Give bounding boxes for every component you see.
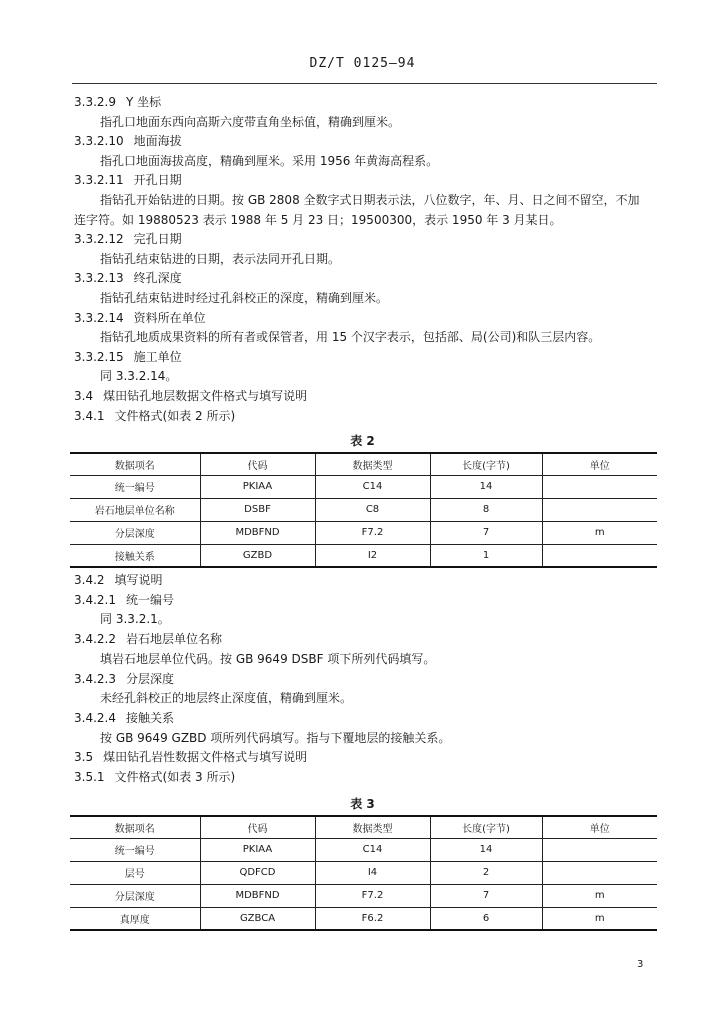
section-heading	[74, 389, 307, 403]
table-cell: F7.2	[315, 884, 430, 907]
paragraph-text: 未经孔斜校正的地层终止深度值，精确到厘米。	[100, 691, 353, 706]
section-title: 文件格式(如表 2 所示)	[114, 408, 236, 423]
section-heading	[74, 672, 174, 686]
section-number: 3.3.2.12	[74, 232, 124, 247]
section-heading	[74, 750, 307, 764]
table-3-caption: 表 3	[350, 797, 375, 811]
table-cell: QDFCD	[200, 861, 315, 884]
table-row	[70, 861, 657, 884]
paragraph-continuation: 连字符。如 19880523 表示 1988 年 5 月 23 日；19500300，表示 1950 年 3 月某日。	[74, 212, 562, 227]
section-title: 统一编号	[125, 592, 174, 607]
table-cell: DSBF	[200, 498, 315, 521]
section-number: 3.5.1	[74, 770, 105, 784]
section-title: 资料所在单位	[133, 310, 206, 325]
table-cell: GZBD	[200, 544, 315, 567]
table-cell: F6.2	[315, 907, 430, 930]
table-row	[70, 544, 657, 567]
table-cell	[542, 544, 657, 567]
table-row	[70, 521, 657, 544]
section-heading	[74, 770, 235, 784]
table-2	[70, 452, 657, 568]
header-rule	[72, 83, 657, 84]
table-cell: F7.2	[315, 521, 430, 544]
section-heading	[74, 409, 235, 423]
page-number: 3	[637, 959, 644, 970]
paragraph-text: 填岩石地层单位代码。按 GB 9649 DSBF 项下所列代码填写。	[100, 651, 436, 666]
paragraph-text: 指钻孔地质成果资料的所有者或保管者，用 15 个汉字表示，包括部、局(公司)和队三层内容。	[100, 330, 601, 345]
table-2-header-cell: 数据类型	[315, 453, 430, 475]
table-3-header-cell: 数据项名	[70, 816, 200, 838]
section-title: 完孔日期	[133, 232, 182, 247]
section-heading	[74, 95, 161, 109]
section-heading	[74, 593, 174, 607]
section-number: 3.4.2.4	[74, 710, 116, 725]
table-cell: MDBFND	[200, 521, 315, 544]
table-cell: 分层深度	[70, 884, 200, 907]
table-cell: 统一编号	[70, 475, 200, 498]
section-heading	[74, 134, 182, 148]
section-number: 3.3.2.11	[74, 173, 124, 188]
table-row	[70, 498, 657, 521]
table-row	[70, 907, 657, 930]
table-cell: m	[542, 521, 657, 544]
table-cell: C14	[315, 838, 430, 861]
section-number: 3.3.2.10	[74, 134, 124, 149]
section-number: 3.4.2.3	[74, 671, 116, 686]
table-2-header-cell: 单位	[542, 453, 657, 475]
section-heading	[74, 632, 222, 646]
section-heading	[74, 711, 174, 725]
paragraph-text: 指孔口地面海拔高度，精确到厘米。采用 1956 年黄海高程系。	[100, 153, 439, 168]
table-cell: 真厚度	[70, 907, 200, 930]
table-cell: I4	[315, 861, 430, 884]
section-number: 3.4.2.1	[74, 592, 116, 607]
table-cell: m	[542, 907, 657, 930]
table-cell: C14	[315, 475, 430, 498]
table-cell: 统一编号	[70, 838, 200, 861]
table-cell: 分层深度	[70, 521, 200, 544]
table-cell: 14	[430, 838, 542, 861]
table-cell: 6	[430, 907, 542, 930]
table-cell: 岩石地层单位名称	[70, 498, 200, 521]
section-title: 填写说明	[114, 573, 163, 587]
table-row	[70, 475, 657, 498]
section-heading	[74, 350, 182, 364]
table-cell: GZBCA	[200, 907, 315, 930]
section-number: 3.4.2	[74, 573, 105, 587]
table-2-header-cell: 数据项名	[70, 453, 200, 475]
table-cell	[542, 838, 657, 861]
paragraph-text: 指孔口地面东西向高斯六度带直角坐标值，精确到厘米。	[100, 114, 401, 129]
section-title: 煤田钻孔岩性数据文件格式与填写说明	[103, 750, 308, 765]
table-cell: m	[542, 884, 657, 907]
table-3-header-cell: 长度(字节)	[430, 816, 542, 838]
paragraph-text: 同 3.3.2.14。	[100, 369, 178, 384]
section-title: 岩石地层单位名称	[125, 632, 222, 647]
table-cell: 7	[430, 884, 542, 907]
table-cell: I2	[315, 544, 430, 567]
table-cell: MDBFND	[200, 884, 315, 907]
table-cell	[542, 861, 657, 884]
section-number: 3.4.1	[74, 408, 105, 423]
section-heading	[74, 173, 182, 187]
table-row	[70, 884, 657, 907]
table-cell: 14	[430, 475, 542, 498]
section-title: 接触关系	[125, 710, 174, 725]
section-number: 3.3.2.13	[74, 271, 124, 286]
section-number: 3.4.2.2	[74, 632, 116, 647]
section-title: 文件格式(如表 3 所示)	[114, 770, 236, 784]
section-heading	[74, 311, 206, 325]
table-cell: 2	[430, 861, 542, 884]
section-number: 3.4	[74, 389, 94, 403]
section-title: 煤田钻孔地层数据文件格式与填写说明	[103, 389, 308, 403]
section-title: 分层深度	[125, 671, 174, 686]
table-cell: 1	[430, 544, 542, 567]
section-number: 3.5	[74, 750, 94, 765]
paragraph-text: 指钻孔开始钻进的日期。按 GB 2808 全数字式日期表示法，八位数字，年、月、日之间不留空，不加	[100, 193, 640, 207]
paragraph-text: 指钻孔结束钻进时经过孔斜校正的深度，精确到厘米。	[100, 291, 389, 305]
section-number: 3.3.2.9	[74, 95, 116, 109]
table-2-header-row	[70, 453, 657, 475]
table-cell: 层号	[70, 861, 200, 884]
table-3-header-cell: 数据类型	[315, 816, 430, 838]
table-cell: 接触关系	[70, 544, 200, 567]
section-number: 3.3.2.14	[74, 310, 124, 325]
table-2-header-cell: 长度(字节)	[430, 453, 542, 475]
table-2-header-cell: 代码	[200, 453, 315, 475]
table-cell: 7	[430, 521, 542, 544]
table-cell	[542, 498, 657, 521]
section-title: 施工单位	[133, 349, 182, 364]
section-heading	[74, 232, 182, 246]
paragraph-text: 按 GB 9649 GZBD 项所列代码填写。指与下覆地层的接触关系。	[100, 730, 451, 745]
section-heading	[74, 573, 163, 587]
table-cell	[542, 475, 657, 498]
section-title: 开孔日期	[133, 173, 182, 188]
paragraph-text: 指钻孔结束钻进的日期，表示法同开孔日期。	[100, 251, 341, 266]
table-cell: PKIAA	[200, 838, 315, 861]
table-3-header-cell: 代码	[200, 816, 315, 838]
table-cell: PKIAA	[200, 475, 315, 498]
table-cell: C8	[315, 498, 430, 521]
table-3	[70, 815, 657, 931]
table-row	[70, 838, 657, 861]
section-heading	[74, 271, 182, 285]
section-title: Y 坐标	[125, 95, 162, 109]
table-2-caption: 表 2	[350, 434, 375, 448]
document-code-header: DZ/T 0125—94	[309, 56, 416, 71]
table-cell: 8	[430, 498, 542, 521]
section-title: 地面海拔	[133, 134, 182, 149]
paragraph-text: 同 3.3.2.1。	[100, 612, 170, 627]
section-title: 终孔深度	[133, 271, 182, 286]
table-3-header-cell: 单位	[542, 816, 657, 838]
section-number: 3.3.2.15	[74, 349, 124, 364]
table-3-header-row	[70, 816, 657, 838]
